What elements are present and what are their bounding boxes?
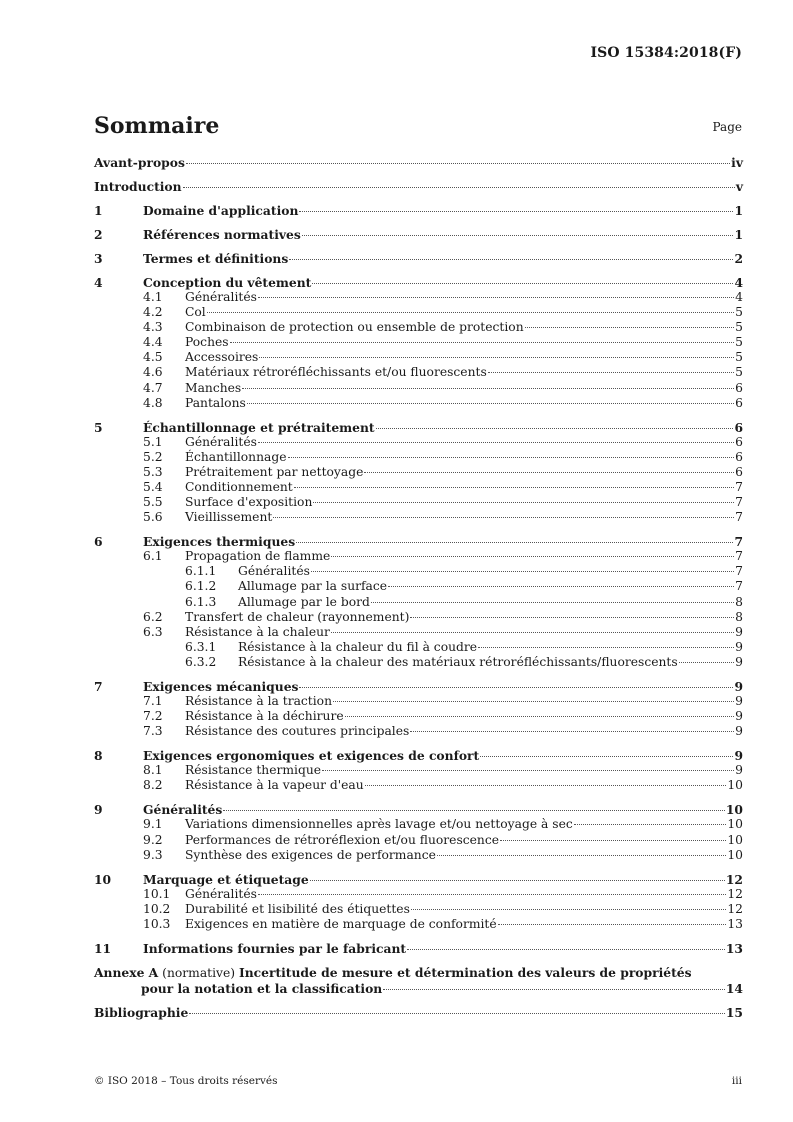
toc-entry-number: 4.8 — [143, 395, 163, 410]
toc-entry-number: 10 — [94, 871, 112, 887]
toc-entry-page: 10 — [727, 817, 743, 832]
toc-entry-number: 5.6 — [143, 510, 163, 525]
toc-entry-number: 6.3 — [143, 624, 163, 639]
page-title: Sommaire — [94, 113, 220, 139]
toc-entry[interactable] — [94, 848, 743, 863]
toc-entry[interactable] — [94, 778, 743, 793]
toc-entry-number: 7 — [94, 678, 103, 694]
toc-entry-page: 6 — [735, 464, 743, 479]
toc-entry-title: Exigences mécaniques — [143, 678, 299, 694]
toc-entry-title: Généralités — [185, 434, 257, 449]
toc-entry-page: 9 — [735, 724, 743, 739]
toc-entry[interactable] — [94, 396, 743, 411]
dot-leader — [310, 880, 725, 881]
toc-entry[interactable] — [94, 155, 743, 170]
toc-entry-title: Résistance à la traction — [185, 694, 333, 709]
dot-leader — [331, 632, 734, 633]
toc-entry[interactable] — [94, 534, 743, 549]
toc-entry-number: 9 — [94, 802, 103, 818]
toc-entry-number: 1 — [94, 202, 103, 218]
toc-entry-title: Résistance à la chaleur du fil à coudre — [238, 639, 478, 654]
toc-entry-number: 6 — [94, 534, 103, 550]
toc-entry-number: 7.1 — [143, 694, 163, 709]
toc-entry-page: 10 — [727, 778, 743, 793]
toc-entry[interactable] — [94, 579, 743, 594]
page-number: iii — [731, 1075, 742, 1087]
toc-entry[interactable] — [94, 510, 743, 525]
toc-entry-number: 5.4 — [143, 480, 163, 495]
toc-entry[interactable] — [94, 887, 743, 902]
toc-entry-page: 6 — [734, 419, 743, 435]
toc-entry-number: 5 — [94, 419, 103, 435]
toc-entry-title: Résistance des coutures principales — [185, 724, 410, 739]
dot-leader — [288, 457, 735, 458]
toc-entry-page: 12 — [727, 901, 743, 916]
toc-entry-page: 8 — [735, 609, 743, 624]
toc-entry[interactable] — [94, 465, 743, 480]
toc-entry-page: 14 — [725, 980, 743, 996]
toc-entry[interactable] — [94, 941, 743, 956]
dot-leader — [574, 824, 727, 825]
toc-entry-title: Prétraitement par nettoyage — [185, 464, 364, 479]
toc-entry-page: 10 — [725, 802, 743, 818]
toc-entry[interactable] — [94, 802, 743, 817]
toc-entry-page: 9 — [735, 624, 743, 639]
toc-entry-page: 15 — [725, 1004, 743, 1020]
toc-entry[interactable] — [94, 480, 743, 495]
toc-entry-title: Poches — [185, 335, 229, 350]
toc-entry-page: 5 — [735, 320, 743, 335]
toc-entry[interactable] — [94, 902, 743, 917]
toc-entry-title: Marquage et étiquetage — [143, 871, 309, 887]
toc-entry-title: Généralités — [185, 290, 257, 305]
toc-entry-page: 1 — [734, 202, 743, 218]
toc-entry[interactable] — [94, 203, 743, 218]
dot-leader — [365, 785, 727, 786]
toc-entry-number: 10.3 — [143, 916, 171, 931]
toc-entry[interactable] — [94, 350, 743, 365]
toc-entry-number: 3 — [94, 250, 103, 266]
toc-entry-title: Performances de rétroréflexion et/ou fluorescence — [185, 832, 500, 847]
toc-entry-page: 7 — [735, 564, 743, 579]
toc-entry[interactable] — [94, 420, 743, 435]
toc-entry-page: 9 — [735, 694, 743, 709]
annex-title-text-2: pour la notation et la classification — [141, 980, 383, 996]
toc-entry-page: 7 — [734, 534, 743, 550]
toc-entry-title: Surface d'exposition — [185, 495, 313, 510]
toc-entry-page: 13 — [727, 916, 743, 931]
toc-entry-title: Résistance à la vapeur d'eau — [185, 778, 364, 793]
toc-entry-number: 6.3.2 — [185, 654, 217, 669]
toc-entry-number: 4.5 — [143, 350, 163, 365]
dot-leader — [407, 949, 725, 950]
toc-entry-number: 9.3 — [143, 847, 163, 862]
toc-entry-number: 4.7 — [143, 380, 163, 395]
toc-entry-page: 9 — [734, 748, 743, 764]
dot-leader — [189, 1013, 725, 1014]
toc-entry-title: Exigences en matière de marquage de conformité — [185, 916, 497, 931]
dot-leader — [296, 542, 733, 543]
dot-leader — [333, 701, 734, 702]
toc-entry-number: 4.4 — [143, 335, 163, 350]
toc-entry-number: 9.2 — [143, 832, 163, 847]
toc-entry-title: Allumage par la surface — [238, 579, 388, 594]
toc-entry-page: 1 — [734, 226, 743, 242]
toc-entry-page: 6 — [735, 434, 743, 449]
toc-entry[interactable] — [94, 227, 743, 242]
toc-entry[interactable] — [94, 833, 743, 848]
toc-entry[interactable] — [94, 655, 743, 670]
toc-entry-title: Exigences thermiques — [143, 534, 296, 550]
toc-entry-title: Domaine d'application — [143, 202, 299, 218]
dot-leader — [364, 472, 734, 473]
toc-entry-page: 8 — [735, 594, 743, 609]
toc-entry-page: 4 — [735, 290, 743, 305]
toc-entry-page: iv — [731, 155, 743, 170]
dot-leader — [289, 259, 733, 260]
toc-entry-page: 9 — [734, 678, 743, 694]
toc-entry[interactable] — [94, 917, 743, 932]
dot-leader — [345, 716, 735, 717]
toc-entry-page: 10 — [727, 847, 743, 862]
toc-entry-title: Vieillissement — [185, 510, 273, 525]
toc-entry-title: Résistance à la chaleur des matériaux rétroréfléchissants/fluorescents — [238, 654, 678, 669]
dot-leader — [383, 989, 725, 990]
toc-entry-title: Variations dimensionnelles après lavage et/ou nettoyage à sec — [185, 817, 573, 832]
copyright-notice: © ISO 2018 – Tous droits réservés — [94, 1075, 278, 1087]
dot-leader — [313, 502, 734, 503]
toc-entry[interactable] — [94, 709, 743, 724]
dot-leader — [258, 297, 734, 298]
toc-entry[interactable] — [94, 564, 743, 579]
toc-entry-title: Propagation de flamme — [185, 549, 331, 564]
toc-entry[interactable] — [94, 435, 743, 450]
toc-entry-page: 13 — [725, 940, 743, 956]
toc-entry-number: 2 — [94, 226, 103, 242]
toc-entry-number: 6.1 — [143, 549, 163, 564]
toc-entry-page: 6 — [735, 449, 743, 464]
toc-entry-page: 9 — [735, 654, 743, 669]
toc-entry-number: 10.1 — [143, 886, 171, 901]
toc-entry[interactable] — [94, 305, 743, 320]
toc-entry-title: Avant-propos — [94, 155, 185, 170]
toc-entry[interactable] — [94, 724, 743, 739]
toc-entry-number: 4.3 — [143, 320, 163, 335]
toc-entry-page: 7 — [735, 579, 743, 594]
toc-entry-title: Termes et définitions — [143, 250, 289, 266]
dot-leader — [410, 617, 734, 618]
toc-entry[interactable] — [94, 625, 743, 640]
dot-leader — [480, 756, 733, 757]
dot-leader — [183, 187, 735, 188]
toc-entry-title: Transfert de chaleur (rayonnement) — [185, 609, 410, 624]
annex-title-text-1: Incertitude de mesure et détermination des valeurs de propriétés — [238, 964, 692, 980]
toc-entry-number: 8 — [94, 748, 103, 764]
annex-type: (normative) — [162, 965, 236, 980]
toc-entry[interactable] — [94, 640, 743, 655]
toc-entry[interactable] — [94, 694, 743, 709]
toc-entry-title: Pantalons — [185, 395, 246, 410]
annex-title-line1 — [94, 965, 743, 981]
dot-leader — [437, 855, 726, 856]
toc-entry-page: v — [735, 178, 743, 194]
toc-entry-annex[interactable] — [94, 965, 743, 996]
toc-entry[interactable] — [94, 679, 743, 694]
toc-entry-title: Bibliographie — [94, 1004, 189, 1020]
toc-entry-number: 5.5 — [143, 495, 163, 510]
toc-entry-number: 6.1.3 — [185, 594, 217, 609]
table-of-contents — [94, 155, 743, 1020]
toc-entry[interactable] — [94, 275, 743, 290]
toc-entry-number: 6.2 — [143, 609, 163, 624]
toc-entry-number: 10.2 — [143, 901, 171, 916]
toc-entry-number: 7.3 — [143, 724, 163, 739]
toc-entry[interactable] — [94, 335, 743, 350]
toc-entry[interactable] — [94, 290, 743, 305]
toc-entry-page: 5 — [735, 365, 743, 380]
toc-entry-page: 7 — [735, 480, 743, 495]
toc-entry-title: Combinaison de protection ou ensemble de protection — [185, 320, 524, 335]
toc-entry-number: 6.1.1 — [185, 564, 217, 579]
toc-entry-title: Matériaux rétroréfléchissants et/ou fluorescents — [185, 365, 487, 380]
toc-entry-title: Résistance à la déchirure — [185, 709, 344, 724]
dot-leader — [223, 810, 725, 811]
toc-entry-number: 8.1 — [143, 763, 163, 778]
toc-entry[interactable] — [94, 450, 743, 465]
dot-leader — [388, 586, 734, 587]
toc-entry-title: Conditionnement — [185, 480, 293, 495]
toc-entry-title: Synthèse des exigences de performance — [185, 847, 436, 862]
dot-leader — [273, 517, 734, 518]
toc-entry-number: 4 — [94, 274, 103, 290]
toc-entry-page: 12 — [727, 886, 743, 901]
toc-entry-title: Généralités — [238, 564, 310, 579]
dot-leader — [331, 556, 734, 557]
dot-leader — [259, 357, 734, 358]
toc-entry-page: 6 — [735, 380, 743, 395]
dot-leader — [376, 428, 734, 429]
dot-leader — [371, 602, 734, 603]
toc-entry-number: 6.3.1 — [185, 639, 217, 654]
dot-leader — [322, 770, 734, 771]
toc-entry[interactable] — [94, 251, 743, 266]
dot-leader — [679, 662, 735, 663]
toc-entry-number: 5.1 — [143, 434, 163, 449]
toc-entry-page: 12 — [725, 871, 743, 887]
toc-entry-title: Références normatives — [143, 226, 301, 242]
toc-entry-title: Durabilité et lisibilité des étiquettes — [185, 901, 410, 916]
page-column-label: Page — [712, 120, 742, 134]
toc-entry-title: Introduction — [94, 178, 182, 194]
toc-entry[interactable] — [94, 381, 743, 396]
toc-entry-title: Exigences ergonomiques et exigences de confort — [143, 748, 480, 764]
dot-leader — [312, 283, 733, 284]
toc-entry-title: Conception du vêtement — [143, 274, 312, 290]
dot-leader — [488, 372, 734, 373]
toc-entry-number: 4.1 — [143, 290, 163, 305]
toc-entry-number: 6.1.2 — [185, 579, 217, 594]
toc-entry-title: Accessoires — [185, 350, 259, 365]
dot-leader — [207, 312, 734, 313]
toc-entry[interactable] — [94, 495, 743, 510]
toc-entry-title: Échantillonnage — [185, 449, 287, 464]
toc-entry-page: 5 — [735, 305, 743, 320]
toc-entry[interactable] — [94, 872, 743, 887]
toc-entry-page: 5 — [735, 335, 743, 350]
toc-entry[interactable] — [94, 549, 743, 564]
dot-leader — [247, 403, 734, 404]
dot-leader — [186, 163, 730, 164]
dot-leader — [299, 687, 733, 688]
dot-leader — [498, 924, 727, 925]
toc-entry-title: Échantillonnage et prétraitement — [143, 419, 375, 435]
toc-entry[interactable] — [94, 817, 743, 832]
toc-entry-title: Résistance thermique — [185, 763, 322, 778]
dot-leader — [242, 388, 734, 389]
toc-entry-title: Allumage par le bord — [238, 594, 370, 609]
dot-leader — [258, 894, 726, 895]
toc-entry-title: Manches — [185, 380, 242, 395]
dot-leader — [230, 342, 735, 343]
toc-entry-page: 9 — [735, 763, 743, 778]
toc-entry-page: 9 — [735, 709, 743, 724]
toc-entry-page: 7 — [735, 495, 743, 510]
toc-entry-page: 9 — [735, 639, 743, 654]
toc-entry-number: 4.6 — [143, 365, 163, 380]
document-id: ISO 15384:2018(F) — [590, 45, 742, 61]
toc-entry-number: 11 — [94, 940, 112, 956]
toc-entry-title: Informations fournies par le fabricant — [143, 940, 407, 956]
dot-leader — [302, 235, 734, 236]
toc-entry-page: 7 — [735, 549, 743, 564]
dot-leader — [500, 840, 726, 841]
toc-entry[interactable] — [94, 763, 743, 778]
toc-entry-number: 9.1 — [143, 817, 163, 832]
toc-entry-number: 8.2 — [143, 778, 163, 793]
toc-entry-page: 6 — [735, 395, 743, 410]
toc-entry-title: Résistance à la chaleur — [185, 624, 330, 639]
dot-leader — [258, 442, 734, 443]
toc-entry-number: 7.2 — [143, 709, 163, 724]
dot-leader — [294, 487, 734, 488]
toc-entry-number: 5.2 — [143, 449, 163, 464]
toc-entry-number: 5.3 — [143, 464, 163, 479]
toc-entry-page: 2 — [734, 250, 743, 266]
toc-entry[interactable] — [94, 610, 743, 625]
toc-entry-page: 7 — [735, 510, 743, 525]
dot-leader — [411, 909, 726, 910]
toc-entry-title: Généralités — [143, 802, 223, 818]
toc-entry-page: 5 — [735, 350, 743, 365]
dot-leader — [311, 571, 734, 572]
toc-entry[interactable] — [94, 179, 743, 194]
dot-leader — [299, 211, 733, 212]
toc-entry-number: 4.2 — [143, 305, 163, 320]
toc-entry-title: Col — [185, 305, 206, 320]
annex-label: Annexe A — [94, 964, 159, 980]
toc-entry-page: 10 — [727, 832, 743, 847]
toc-entry-bibliography[interactable] — [94, 1005, 743, 1020]
dot-leader — [525, 327, 735, 328]
toc-entry-title: Généralités — [185, 886, 257, 901]
toc-entry-page: 4 — [734, 274, 743, 290]
toc-entry[interactable] — [94, 365, 743, 380]
toc-entry[interactable] — [94, 748, 743, 763]
dot-leader — [410, 731, 734, 732]
dot-leader — [478, 647, 734, 648]
annex-title-line2 — [94, 981, 743, 996]
toc-entry[interactable] — [94, 595, 743, 610]
toc-entry[interactable] — [94, 320, 743, 335]
